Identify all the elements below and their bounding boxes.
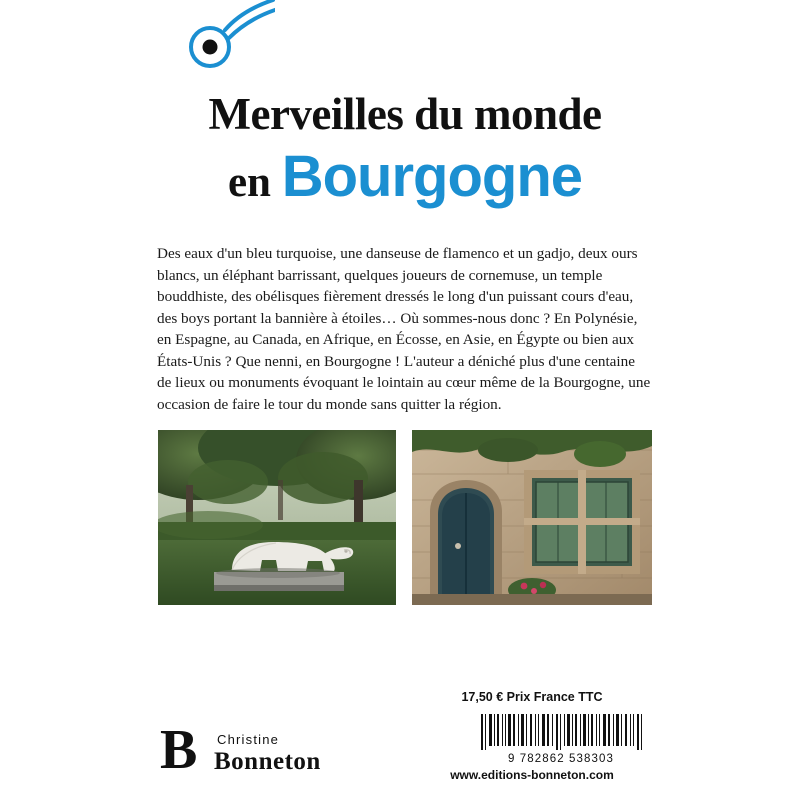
photo-polar-bear [158, 430, 396, 605]
title-region: Bourgogne [281, 144, 583, 209]
publisher-first-name: Christine [217, 732, 280, 747]
publisher-logo [160, 719, 360, 781]
publisher-website: www.editions-bonneton.com [450, 768, 614, 782]
publisher-initial: B [160, 719, 198, 781]
page-title-line2 [155, 146, 655, 223]
blurb-text: Des eaux d'un bleu turquoise, une danseuse de flamenco et un gadjo, deux ours blancs, un éléphant barrissant, quelques joueurs de cornemuse, un temple bouddhiste, des obélisques fièrement dressés le long d'un puissant cours d'eau, des boys portant la bannière à étoiles… Où sommes-nous donc ? En Polynésie, en Espagne, au Canada, en Afrique, en Écosse, en Asie, en Égypte ou bien aux États-Unis ? Que nenni, en Bourgogne ! L'auteur a déniché plus d'une centaine de lieux ou monuments évoquant le lointain au cœur même de la Bourgogne, une occasion de faire le tour du monde sans quitter la région. [157, 245, 651, 413]
barcode-number: 9 782862 538303 [507, 753, 615, 765]
price-label: 17,50 € Prix France TTC [461, 690, 603, 704]
compass-circle-icon [155, 0, 275, 80]
page-title-line1: Merveilles du monde [208, 89, 602, 139]
photo-stone-facade [412, 430, 652, 605]
title-prefix: en [227, 159, 282, 206]
publisher-last-name: Bonneton [214, 748, 321, 775]
barcode [478, 712, 644, 765]
title-block [155, 88, 655, 223]
